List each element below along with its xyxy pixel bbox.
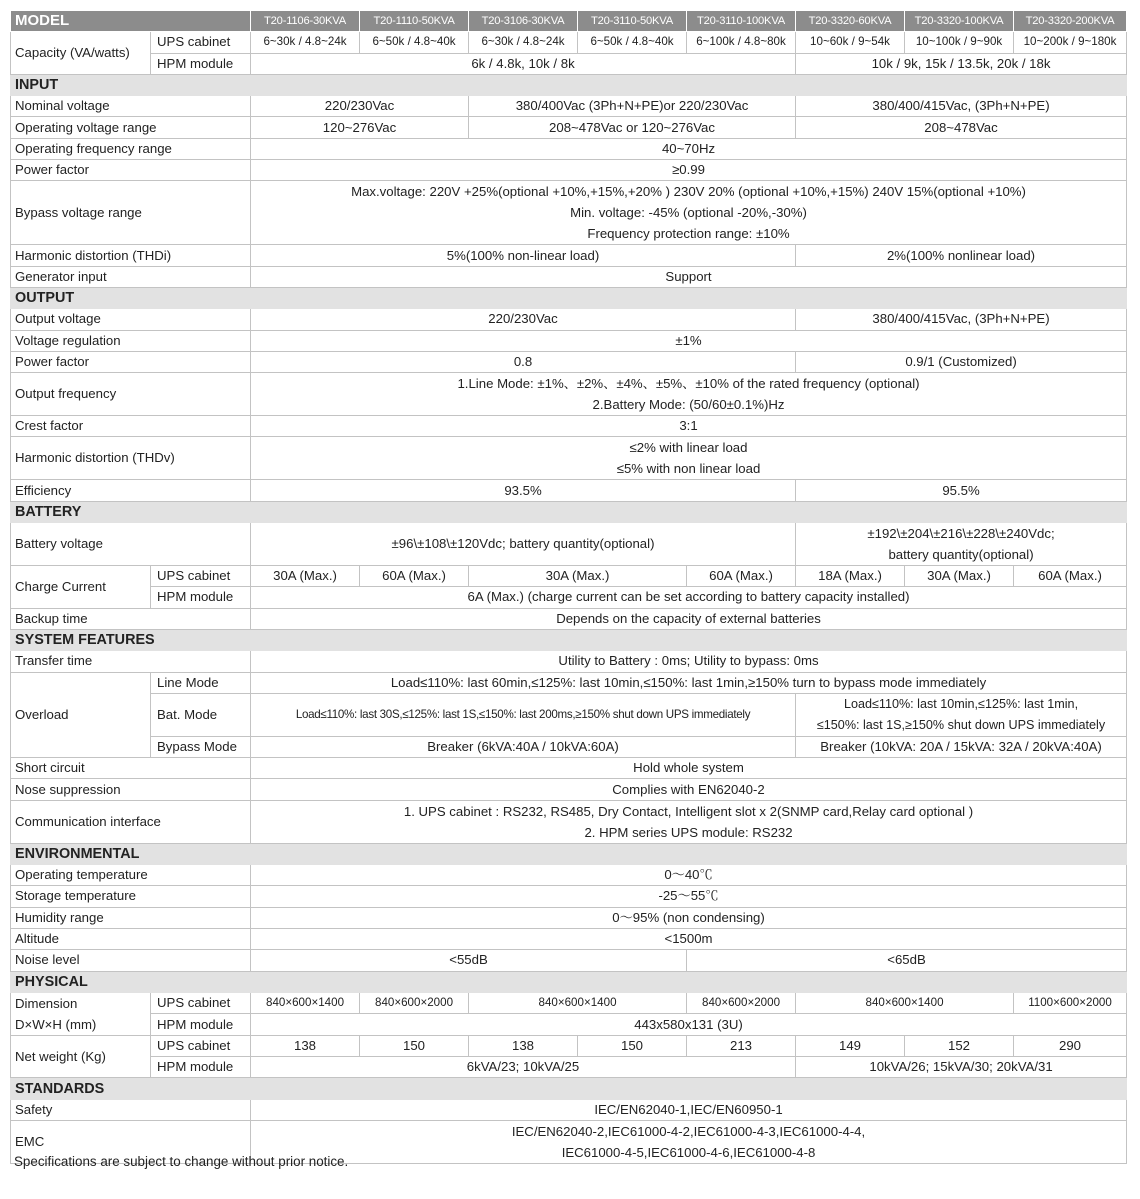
model-name: T20-3320-100KVA	[905, 11, 1014, 32]
row-value-multiline	[251, 373, 1127, 416]
capacity-value: 6~100k / 4.8~80k	[687, 32, 796, 53]
text-line: ≤150%: last 1S,≥150% shut down UPS immediately	[816, 717, 1106, 732]
capacity-ups-row	[11, 32, 1127, 53]
capacity-value: 6~50k / 4.8~40k	[578, 32, 687, 53]
capacity-value: 6~30k / 4.8~24k	[469, 32, 578, 53]
weight-value: 290	[1014, 1035, 1127, 1056]
section-header-battery	[11, 501, 1127, 522]
model-name: T20-3110-50KVA	[578, 11, 687, 32]
model-name: T20-1110-50KVA	[360, 11, 469, 32]
model-label: MODEL	[11, 11, 251, 32]
altitude-row	[11, 928, 1127, 949]
row-value-multiline	[796, 693, 1127, 736]
weight-value: 150	[360, 1035, 469, 1056]
dimension-value: 840×600×1400	[796, 992, 1014, 1014]
output-frequency-row	[11, 373, 1127, 416]
capacity-hpm-row	[11, 53, 1127, 74]
model-name: T20-3320-200KVA	[1014, 11, 1127, 32]
row-value: 0.8	[251, 351, 796, 372]
storage-temperature-row	[11, 886, 1127, 907]
charge-current-hpm-row	[11, 587, 1127, 608]
row-value: 120~276Vac	[251, 117, 469, 138]
spec-sheet	[10, 10, 1126, 1164]
charge-current-ups-row	[11, 566, 1127, 587]
bat-mode-label: Bat. Mode	[151, 693, 251, 736]
dimension-value: 840×600×2000	[687, 992, 796, 1014]
row-value: 380/400/415Vac, (3Ph+N+PE)	[796, 309, 1127, 330]
row-label: Nose suppression	[11, 779, 251, 800]
capacity-value: 10~60k / 9~54k	[796, 32, 905, 53]
weight-value: 150	[578, 1035, 687, 1056]
short-circuit-row	[11, 758, 1127, 779]
charge-value: 30A (Max.)	[251, 566, 360, 587]
model-name: T20-3110-100KVA	[687, 11, 796, 32]
operating-voltage-row	[11, 117, 1127, 138]
row-label: Altitude	[11, 928, 251, 949]
output-voltage-row	[11, 309, 1127, 330]
model-header-row	[11, 11, 1127, 32]
row-value: <55dB	[251, 950, 687, 971]
row-value-multiline	[251, 1120, 1127, 1163]
row-value: -25～55℃	[251, 886, 1127, 907]
row-label: Output voltage	[11, 309, 251, 330]
hpm-module-label: HPM module	[151, 1014, 251, 1036]
ups-cabinet-label: UPS cabinet	[151, 992, 251, 1014]
row-label: Harmonic distortion (THDi)	[11, 245, 251, 266]
text-line: IEC/EN62040-2,IEC61000-4-2,IEC61000-4-3,IEC61000-4-4,	[511, 1123, 866, 1139]
capacity-value: 10~100k / 9~90k	[905, 32, 1014, 53]
row-label: Backup time	[11, 608, 251, 629]
weight-value: 152	[905, 1035, 1014, 1056]
row-value: 0～95% (non condensing)	[251, 907, 1127, 928]
row-label: Generator input	[11, 266, 251, 287]
humidity-row	[11, 907, 1127, 928]
row-label: Short circuit	[11, 758, 251, 779]
charge-value: 18A (Max.)	[796, 566, 905, 587]
section-header-environmental	[11, 843, 1127, 864]
bypass-mode-label: Bypass Mode	[151, 736, 251, 757]
section-header-system-features	[11, 629, 1127, 650]
communication-row	[11, 800, 1127, 843]
row-label: Operating voltage range	[11, 117, 251, 138]
row-value: 5%(100% non-linear load)	[251, 245, 796, 266]
row-value: Complies with EN62040-2	[251, 779, 1127, 800]
row-label: Storage temperature	[11, 886, 251, 907]
row-value: ≥0.99	[251, 160, 1127, 181]
row-value: 6kVA/23; 10kVA/25	[251, 1057, 796, 1078]
row-value: Hold whole system	[251, 758, 1127, 779]
dimension-value: 840×600×1400	[469, 992, 687, 1014]
section-title: ENVIRONMENTAL	[11, 843, 251, 864]
row-value: IEC/EN62040-1,IEC/EN60950-1	[251, 1099, 1127, 1120]
charge-value: 60A (Max.)	[687, 566, 796, 587]
charge-value: 60A (Max.)	[360, 566, 469, 587]
line-mode-label: Line Mode	[151, 672, 251, 693]
row-value: 93.5%	[251, 480, 796, 501]
section-title: INPUT	[11, 74, 251, 95]
row-label: Harmonic distortion (THDv)	[11, 437, 251, 480]
operating-temperature-row	[11, 865, 1127, 886]
nominal-voltage-row	[11, 96, 1127, 117]
text-line: battery quantity(optional)	[888, 547, 1034, 563]
row-value: 10kVA/26; 15kVA/30; 20kVA/31	[796, 1057, 1127, 1078]
row-label: Operating frequency range	[11, 138, 251, 159]
row-label: Operating temperature	[11, 865, 251, 886]
row-label: Output frequency	[11, 373, 251, 416]
dimension-value: 840×600×1400	[251, 992, 360, 1014]
ups-cabinet-label: UPS cabinet	[151, 566, 251, 587]
ups-cabinet-label: UPS cabinet	[151, 32, 251, 53]
crest-factor-row	[11, 416, 1127, 437]
row-value: Load≤110%: last 30S,≤125%: last 1S,≤150%: last 200ms,≥150% shut down UPS immediately	[251, 693, 796, 736]
row-value: 2%(100% nonlinear load)	[796, 245, 1127, 266]
row-label: Overload	[11, 672, 151, 758]
text-line: Load≤110%: last 10min,≤125%: last 1min,	[843, 696, 1079, 711]
capacity-value: 6~30k / 4.8~24k	[251, 32, 360, 53]
footnote: Specifications are subject to change without prior notice.	[14, 1154, 349, 1169]
dimension-value: 840×600×2000	[360, 992, 469, 1014]
charge-value: 30A (Max.)	[469, 566, 687, 587]
capacity-value: 6~50k / 4.8~40k	[360, 32, 469, 53]
dimension-hpm-row	[11, 1014, 1127, 1036]
overload-line-row	[11, 672, 1127, 693]
text-line: Dimension	[15, 995, 78, 1011]
text-line: 1.Line Mode: ±1%、±2%、±4%、±5%、±10% of the rated frequency (optional)	[457, 376, 920, 392]
row-value: ±96\±108\±120Vdc; battery quantity(optional)	[251, 523, 796, 566]
capacity-label: Capacity (VA/watts)	[11, 32, 151, 75]
text-line: 2.Battery Mode: (50/60±0.1%)Hz	[592, 397, 785, 413]
weight-value: 149	[796, 1035, 905, 1056]
row-value: Depends on the capacity of external batteries	[251, 608, 1127, 629]
thdv-row	[11, 437, 1127, 480]
row-label: Humidity range	[11, 907, 251, 928]
bypass-voltage-row	[11, 181, 1127, 245]
text-line: Frequency protection range: ±10%	[587, 226, 790, 242]
text-line: ±192\±204\±216\±228\±240Vdc;	[867, 526, 1055, 542]
overload-bat-row	[11, 693, 1127, 736]
text-line: ≤2% with linear load	[629, 440, 748, 456]
hpm-module-label: HPM module	[151, 587, 251, 608]
efficiency-row	[11, 480, 1127, 501]
row-value: 220/230Vac	[251, 96, 469, 117]
weight-value: 213	[687, 1035, 796, 1056]
row-label: Communication interface	[11, 800, 251, 843]
row-value: ±1%	[251, 330, 1127, 351]
transfer-time-row	[11, 651, 1127, 672]
row-value: 208~478Vac or 120~276Vac	[469, 117, 796, 138]
hpm-module-label: HPM module	[151, 1057, 251, 1078]
row-value: 380/400Vac (3Ph+N+PE)or 220/230Vac	[469, 96, 796, 117]
section-header-output	[11, 287, 1127, 308]
weight-ups-row	[11, 1035, 1127, 1056]
row-value: 220/230Vac	[251, 309, 796, 330]
row-value: 380/400/415Vac, (3Ph+N+PE)	[796, 96, 1127, 117]
dimension-value: 1100×600×2000	[1014, 992, 1127, 1014]
text-line: 1. UPS cabinet : RS232, RS485, Dry Contact, Intelligent slot x 2(SNMP card,Relay card optional )	[403, 803, 974, 819]
row-value: 443x580x131 (3U)	[251, 1014, 1127, 1036]
operating-frequency-row	[11, 138, 1127, 159]
section-title: STANDARDS	[11, 1078, 251, 1099]
model-name: T20-3106-30KVA	[469, 11, 578, 32]
row-value-multiline	[251, 800, 1127, 843]
section-title: PHYSICAL	[11, 971, 251, 992]
section-header-standards	[11, 1078, 1127, 1099]
row-label: Bypass voltage range	[11, 181, 251, 245]
generator-row	[11, 266, 1127, 287]
model-name: T20-3320-60KVA	[796, 11, 905, 32]
text-line: D×W×H (mm)	[15, 1016, 97, 1032]
row-value: 208~478Vac	[796, 117, 1127, 138]
row-value: 95.5%	[796, 480, 1127, 501]
battery-voltage-row	[11, 523, 1127, 566]
row-value: 3:1	[251, 416, 1127, 437]
row-label: Efficiency	[11, 480, 251, 501]
noise-suppression-row	[11, 779, 1127, 800]
capacity-hpm-value: 10k / 9k, 15k / 13.5k, 20k / 18k	[796, 53, 1127, 74]
row-label: Safety	[11, 1099, 251, 1120]
weight-value: 138	[251, 1035, 360, 1056]
noise-level-row	[11, 950, 1127, 971]
safety-row	[11, 1099, 1127, 1120]
section-title: BATTERY	[11, 501, 251, 522]
row-value: 0.9/1 (Customized)	[796, 351, 1127, 372]
text-line: Max.voltage: 220V +25%(optional +10%,+15%,+20% ) 230V 20% (optional +10%,+15%) 240V 15%(optional +10%)	[351, 184, 1026, 200]
dimension-ups-row	[11, 992, 1127, 1014]
row-value: Breaker (10kVA: 20A / 15kVA: 32A / 20kVA:40A)	[796, 736, 1127, 757]
row-label: Battery voltage	[11, 523, 251, 566]
capacity-value: 10~200k / 9~180k	[1014, 32, 1127, 53]
input-power-factor-row	[11, 160, 1127, 181]
row-label: Net weight (Kg)	[11, 1035, 151, 1078]
row-value: 6A (Max.) (charge current can be set according to battery capacity installed)	[251, 587, 1127, 608]
ups-cabinet-label: UPS cabinet	[151, 1035, 251, 1056]
row-value: 0～40℃	[251, 865, 1127, 886]
row-value: <1500m	[251, 928, 1127, 949]
spec-table	[10, 10, 1127, 1164]
row-label: EMC	[11, 1120, 251, 1163]
row-label: Noise level	[11, 950, 251, 971]
section-title: OUTPUT	[11, 287, 251, 308]
text-line: Min. voltage: -45% (optional -20%,-30%)	[570, 205, 807, 221]
weight-hpm-row	[11, 1057, 1127, 1078]
row-label: Power factor	[11, 351, 251, 372]
charge-value: 60A (Max.)	[1014, 566, 1127, 587]
overload-bypass-row	[11, 736, 1127, 757]
charge-value: 30A (Max.)	[905, 566, 1014, 587]
text-line: IEC61000-4-5,IEC61000-4-6,IEC61000-4-8	[561, 1144, 816, 1160]
hpm-module-label: HPM module	[151, 53, 251, 74]
text-line: 2. HPM series UPS module: RS232	[584, 824, 793, 840]
weight-value: 138	[469, 1035, 578, 1056]
row-value: Utility to Battery : 0ms; Utility to bypass: 0ms	[251, 651, 1127, 672]
dimension-label	[11, 992, 151, 1035]
output-power-factor-row	[11, 351, 1127, 372]
model-name: T20-1106-30KVA	[251, 11, 360, 32]
text-line: ≤5% with non linear load	[616, 461, 761, 477]
row-value-multiline	[251, 437, 1127, 480]
section-header-input	[11, 74, 1127, 95]
row-label: Voltage regulation	[11, 330, 251, 351]
capacity-hpm-value: 6k / 4.8k, 10k / 8k	[251, 53, 796, 74]
thdi-row	[11, 245, 1127, 266]
row-label: Transfer time	[11, 651, 251, 672]
row-label: Nominal voltage	[11, 96, 251, 117]
row-label: Crest factor	[11, 416, 251, 437]
row-value: <65dB	[687, 950, 1127, 971]
row-value: Support	[251, 266, 1127, 287]
voltage-regulation-row	[11, 330, 1127, 351]
backup-time-row	[11, 608, 1127, 629]
row-value: Load≤110%: last 60min,≤125%: last 10min,≤150%: last 1min,≥150% turn to bypass mode immediately	[251, 672, 1127, 693]
row-value-multiline	[796, 523, 1127, 566]
row-value: 40~70Hz	[251, 138, 1127, 159]
section-title: SYSTEM FEATURES	[11, 629, 251, 650]
section-header-physical	[11, 971, 1127, 992]
row-label: Charge Current	[11, 566, 151, 609]
row-label: Power factor	[11, 160, 251, 181]
row-value-multiline	[251, 181, 1127, 245]
row-value: Breaker (6kVA:40A / 10kVA:60A)	[251, 736, 796, 757]
